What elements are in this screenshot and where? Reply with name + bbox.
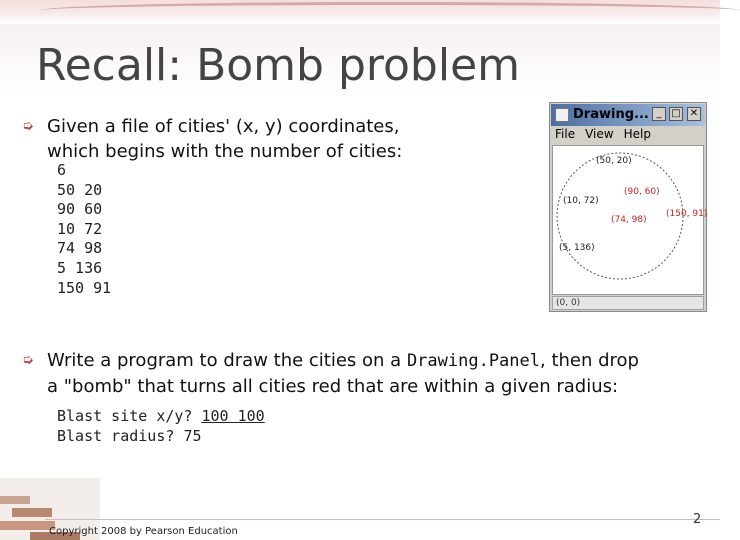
- file-line: 90 60: [57, 200, 103, 219]
- menu-help[interactable]: Help: [623, 127, 651, 141]
- console-prompt: Blast site x/y?: [57, 407, 202, 425]
- city-label: (90, 60): [624, 187, 660, 197]
- bullet-1: [22, 114, 403, 164]
- page-number: 2: [693, 512, 702, 527]
- city-file-listing: [57, 161, 111, 298]
- city-label: (50, 20): [596, 156, 632, 166]
- drawing-canvas[interactable]: [552, 145, 708, 295]
- bullet-2-text: Write a program to draw the cities on a: [47, 350, 407, 371]
- console-user-input: 75: [183, 426, 202, 445]
- inline-code: Drawing.Panel: [406, 351, 540, 371]
- console-line-2: [57, 427, 265, 447]
- city-label: (150, 91): [666, 209, 708, 219]
- file-line: 10 72: [57, 219, 103, 238]
- bullet-1-line-2: which begins with the number of cities:: [47, 141, 403, 162]
- city-label: (10, 72): [563, 196, 599, 206]
- console-user-input: 100 100: [201, 407, 265, 425]
- city-label: (74, 98): [611, 215, 647, 225]
- window-title-bar[interactable]: [551, 104, 705, 126]
- status-bar: (0, 0): [552, 296, 704, 310]
- minimize-button[interactable]: _: [652, 107, 666, 121]
- menu-bar: [551, 127, 705, 143]
- file-line: 150 91: [57, 278, 112, 297]
- file-line: 6: [57, 161, 67, 179]
- bullet-2-line-2: a "bomb" that turns all cities red that are within a given radius:: [47, 376, 619, 397]
- footer-divider: [45, 519, 720, 520]
- close-button[interactable]: ✕: [687, 107, 701, 121]
- java-app-icon: [555, 108, 569, 122]
- canvas-svg: [553, 146, 708, 294]
- header-band: [0, 0, 720, 24]
- bullet-arrow-icon: ➭: [22, 352, 34, 368]
- copyright-text: Copyright 2008 by Pearson Education: [49, 526, 238, 537]
- console-output: [57, 407, 265, 446]
- file-line: 50 20: [57, 180, 103, 199]
- drawing-panel-window: [549, 102, 707, 312]
- bullet-1-line-1: Given a file of cities' (x, y) coordinates,: [47, 116, 400, 137]
- file-line: 5 136: [57, 258, 103, 277]
- menu-view[interactable]: View: [585, 127, 614, 141]
- bullet-arrow-icon: ➭: [22, 118, 34, 134]
- console-line-1: [57, 407, 265, 427]
- bullet-2-line-1: [47, 348, 717, 374]
- file-line: 74 98: [57, 239, 103, 258]
- decorative-swoosh: [40, 2, 740, 19]
- bullet-2-text: , then drop: [540, 350, 639, 371]
- bullet-2: [22, 348, 717, 399]
- maximize-button[interactable]: □: [669, 107, 683, 121]
- slide-title: Recall: Bomb problem: [36, 40, 521, 91]
- console-prompt: Blast radius?: [57, 426, 184, 445]
- city-label: (5, 136): [559, 243, 595, 253]
- window-title: Drawing...: [573, 107, 649, 122]
- menu-file[interactable]: File: [555, 127, 576, 141]
